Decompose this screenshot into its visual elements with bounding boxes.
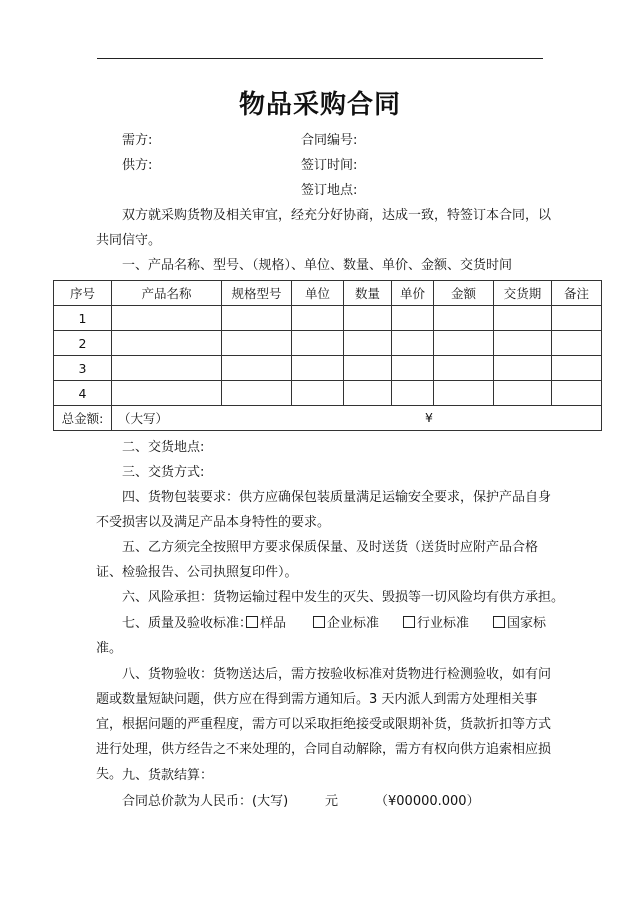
column-header: 规格型号 bbox=[222, 281, 292, 306]
clause-9-payment: 九、货款结算： bbox=[122, 768, 214, 783]
delivery-date-cell[interactable] bbox=[494, 381, 552, 406]
unit-cell[interactable] bbox=[292, 356, 344, 381]
contract-number-label: 合同编号: bbox=[301, 133, 358, 148]
total-amount-label: 总金额: bbox=[54, 406, 112, 431]
row-number: 2 bbox=[54, 331, 112, 356]
spec-cell[interactable] bbox=[222, 381, 292, 406]
column-header: 交货期 bbox=[494, 281, 552, 306]
unit-cell[interactable] bbox=[292, 331, 344, 356]
clause-3-delivery-method: 三、交货方式: bbox=[122, 465, 205, 480]
amount-cell[interactable] bbox=[434, 306, 494, 331]
supplier-label: 供方: bbox=[122, 158, 153, 173]
clause-6-risk: 六、风险承担：货物运输过程中发生的灭失、毁损等一切风险均有供方承担。 bbox=[122, 590, 565, 605]
spec-cell[interactable] bbox=[222, 331, 292, 356]
quantity-cell[interactable] bbox=[344, 356, 392, 381]
option-sample[interactable] bbox=[246, 616, 286, 632]
total-row bbox=[54, 406, 602, 431]
clause-4-packaging: 四、货物包装要求：供方应确保包装质量满足运输安全要求，保护产品自身不受损害以及满足产品本身特性的要求。 bbox=[96, 490, 552, 530]
clause-8-acceptance: 八、货物验收：货物送达后，需方按验收标准对货物进行检测验收，如有问题或数量短缺问题，供方应在得到需方通知后。3 天内派人到需方处理相关事宜，根据问题的严重程度，需方可以采取拒绝接受或限期补货，货款折扣等方式进行处理，供方经告之不来处理的，合同自动解除，需方有权向供方追索相应损失。 bbox=[96, 667, 552, 782]
unit-price-cell[interactable] bbox=[392, 306, 434, 331]
enterprise-standard-checkbox[interactable] bbox=[313, 616, 325, 628]
row-number: 4 bbox=[54, 381, 112, 406]
buyer-label: 需方: bbox=[122, 133, 153, 148]
amount-cell[interactable] bbox=[434, 331, 494, 356]
header-rule bbox=[97, 58, 543, 59]
total-price-label: 合同总价款为人民币：(大写) bbox=[122, 794, 289, 809]
column-header: 产品名称 bbox=[112, 281, 222, 306]
section-1-heading: 一、产品名称、型号、（规格）、单位、数量、单价、金额、交货时间 bbox=[122, 258, 513, 273]
clause-2-delivery-place: 二、交货地点: bbox=[122, 440, 205, 455]
sign-place-label: 签订地点: bbox=[301, 183, 358, 198]
goods-table bbox=[53, 280, 602, 431]
option-national-standard[interactable] bbox=[493, 616, 546, 632]
option-label: 样品 bbox=[260, 616, 287, 631]
option-enterprise-standard[interactable] bbox=[313, 616, 379, 632]
table-row bbox=[54, 381, 602, 406]
unit-cell[interactable] bbox=[292, 306, 344, 331]
total-words-label: （大写） bbox=[118, 411, 169, 426]
column-header: 序号 bbox=[54, 281, 112, 306]
quantity-cell[interactable] bbox=[344, 331, 392, 356]
intro-paragraph: 双方就采购货物及相关审宜，经充分好协商，达成一致，特签订本合同，以共同信守。 bbox=[96, 208, 552, 248]
option-industry-standard[interactable] bbox=[403, 616, 469, 632]
unit-cell[interactable] bbox=[292, 381, 344, 406]
product-name-cell[interactable] bbox=[112, 356, 222, 381]
quantity-cell[interactable] bbox=[344, 306, 392, 331]
column-header: 单价 bbox=[392, 281, 434, 306]
clause-7-heading: 七、质量及验收标准： bbox=[122, 616, 253, 631]
total-price-figure: （¥00000.000） bbox=[375, 794, 480, 809]
table-row bbox=[54, 356, 602, 381]
spec-cell[interactable] bbox=[222, 306, 292, 331]
amount-cell[interactable] bbox=[434, 381, 494, 406]
delivery-date-cell[interactable] bbox=[494, 356, 552, 381]
unit-price-cell[interactable] bbox=[392, 381, 434, 406]
delivery-date-cell[interactable] bbox=[494, 331, 552, 356]
column-header: 数量 bbox=[344, 281, 392, 306]
quantity-cell[interactable] bbox=[344, 381, 392, 406]
table-row bbox=[54, 331, 602, 356]
spec-cell[interactable] bbox=[222, 356, 292, 381]
column-header: 单位 bbox=[292, 281, 344, 306]
option-label: 国家标 bbox=[507, 616, 547, 631]
remarks-cell[interactable] bbox=[552, 381, 602, 406]
industry-standard-checkbox[interactable] bbox=[403, 616, 415, 628]
amount-cell[interactable] bbox=[434, 356, 494, 381]
sample-checkbox[interactable] bbox=[246, 616, 258, 628]
national-standard-checkbox[interactable] bbox=[493, 616, 505, 628]
unit-price-cell[interactable] bbox=[392, 356, 434, 381]
total-amount-cell[interactable] bbox=[112, 406, 602, 431]
table-row bbox=[54, 306, 602, 331]
clause-5-delivery-quality: 五、乙方须完全按照甲方要求保质保量、及时送货（送货时应附产品合格证、检验报告、公司执照复印件）。 bbox=[96, 540, 539, 580]
remarks-cell[interactable] bbox=[552, 356, 602, 381]
product-name-cell[interactable] bbox=[112, 331, 222, 356]
currency-unit: 元 bbox=[325, 794, 339, 809]
option-label: 企业标准 bbox=[327, 616, 380, 631]
remarks-cell[interactable] bbox=[552, 331, 602, 356]
sign-time-label: 签订时间: bbox=[301, 158, 358, 173]
clause-7-tail: 准。 bbox=[96, 641, 123, 656]
remarks-cell[interactable] bbox=[552, 306, 602, 331]
column-header: 备注 bbox=[552, 281, 602, 306]
row-number: 3 bbox=[54, 356, 112, 381]
product-name-cell[interactable] bbox=[112, 306, 222, 331]
unit-price-cell[interactable] bbox=[392, 331, 434, 356]
delivery-date-cell[interactable] bbox=[494, 306, 552, 331]
table-header-row bbox=[54, 281, 602, 306]
contract-title: 物品采购合同 bbox=[238, 90, 401, 120]
column-header: 金额 bbox=[434, 281, 494, 306]
yuan-symbol: ¥ bbox=[425, 410, 433, 425]
option-label: 行业标准 bbox=[417, 616, 470, 631]
product-name-cell[interactable] bbox=[112, 381, 222, 406]
row-number: 1 bbox=[54, 306, 112, 331]
